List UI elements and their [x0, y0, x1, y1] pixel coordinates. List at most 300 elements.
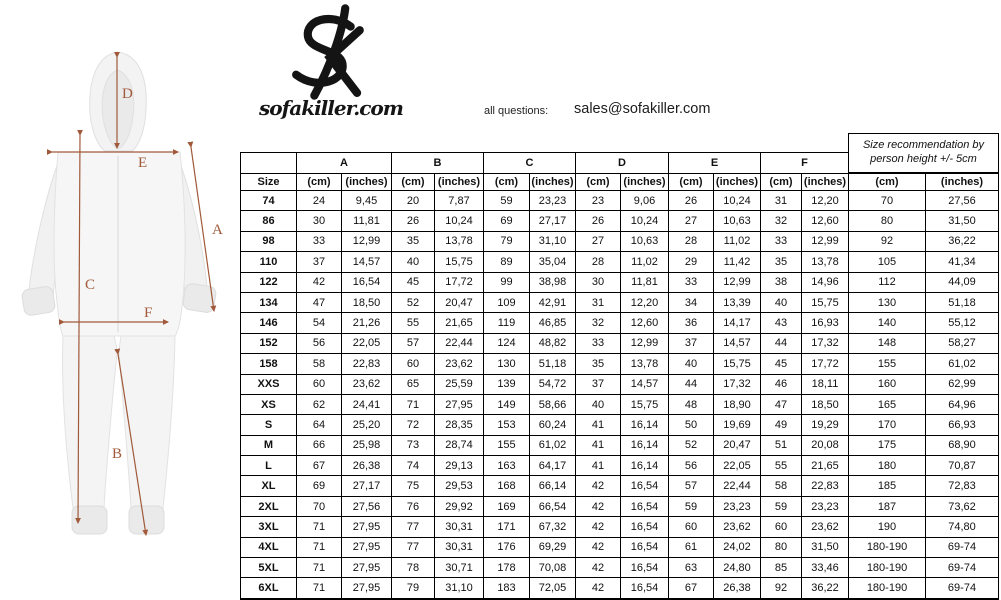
value-cell: 24,41 — [342, 394, 392, 414]
value-cell: 32 — [576, 313, 621, 333]
value-cell: 29,53 — [435, 476, 484, 496]
value-cell: 22,05 — [714, 456, 761, 476]
value-cell: 45 — [761, 354, 802, 374]
value-cell: 38,98 — [530, 272, 576, 292]
value-cell: 51,18 — [530, 354, 576, 374]
value-cell: 55,12 — [926, 313, 999, 333]
value-cell: 35 — [392, 231, 435, 251]
value-cell: 9,06 — [621, 191, 669, 211]
value-cell: 155 — [849, 354, 926, 374]
value-cell: 31,10 — [435, 578, 484, 599]
value-cell: 109 — [484, 292, 530, 312]
value-cell: 59 — [669, 496, 714, 516]
value-cell: 21,26 — [342, 313, 392, 333]
value-cell: 12,99 — [714, 272, 761, 292]
value-cell: 30,71 — [435, 558, 484, 578]
value-cell: 168 — [484, 476, 530, 496]
value-cell: 13,78 — [435, 231, 484, 251]
group-header-c: C — [484, 153, 576, 174]
table-row — [241, 476, 999, 496]
size-cell: 2XL — [241, 496, 297, 516]
value-cell: 28,35 — [435, 415, 484, 435]
value-cell: 42 — [297, 272, 342, 292]
value-cell: 51,18 — [926, 292, 999, 312]
value-cell: 27 — [576, 231, 621, 251]
value-cell: 23,62 — [802, 517, 849, 537]
value-cell: 29,13 — [435, 456, 484, 476]
value-cell: 40 — [576, 394, 621, 414]
value-cell: 42 — [576, 517, 621, 537]
measure-label-e: E — [138, 155, 148, 171]
value-cell: 180-190 — [849, 578, 926, 599]
recommendation-header-box — [848, 133, 999, 173]
value-cell: 22,83 — [342, 354, 392, 374]
value-cell: 169 — [484, 496, 530, 516]
value-cell: 22,44 — [714, 476, 761, 496]
unit-header-inches: (inches) — [802, 174, 849, 191]
value-cell: 12,99 — [621, 333, 669, 353]
value-cell: 22,05 — [342, 333, 392, 353]
value-cell: 15,75 — [621, 394, 669, 414]
unit-header-inches: (inches) — [621, 174, 669, 191]
value-cell: 30,31 — [435, 517, 484, 537]
value-cell: 16,54 — [621, 496, 669, 516]
size-cell: 110 — [241, 252, 297, 272]
value-cell: 56 — [669, 456, 714, 476]
value-cell: 27,95 — [342, 537, 392, 557]
value-cell: 69-74 — [926, 578, 999, 599]
table-row — [241, 272, 999, 292]
value-cell: 71 — [297, 537, 342, 557]
value-cell: 99 — [484, 272, 530, 292]
unit-header-inches: (inches) — [926, 174, 999, 191]
value-cell: 36,22 — [926, 231, 999, 251]
value-cell: 14,57 — [714, 333, 761, 353]
unit-header-inches: (inches) — [530, 174, 576, 191]
value-cell: 11,02 — [714, 231, 761, 251]
value-cell: 61 — [669, 537, 714, 557]
value-cell: 64 — [297, 415, 342, 435]
value-cell: 66,93 — [926, 415, 999, 435]
size-cell: S — [241, 415, 297, 435]
value-cell: 35 — [761, 252, 802, 272]
value-cell: 10,63 — [714, 211, 761, 231]
value-cell: 20,08 — [802, 435, 849, 455]
value-cell: 17,32 — [714, 374, 761, 394]
value-cell: 60 — [761, 517, 802, 537]
value-cell: 33,46 — [802, 558, 849, 578]
value-cell: 33 — [761, 231, 802, 251]
size-table-rows — [241, 191, 999, 599]
value-cell: 16,14 — [621, 435, 669, 455]
value-cell: 73,62 — [926, 496, 999, 516]
value-cell: 42,91 — [530, 292, 576, 312]
value-cell: 44,09 — [926, 272, 999, 292]
value-cell: 76 — [392, 496, 435, 516]
value-cell: 72,83 — [926, 476, 999, 496]
value-cell: 37 — [669, 333, 714, 353]
value-cell: 23,23 — [530, 191, 576, 211]
value-cell: 40 — [392, 252, 435, 272]
value-cell: 72,05 — [530, 578, 576, 599]
value-cell: 69 — [484, 211, 530, 231]
value-cell: 42 — [576, 476, 621, 496]
group-header-d: D — [576, 153, 669, 174]
size-cell: 152 — [241, 333, 297, 353]
table-row — [241, 558, 999, 578]
value-cell: 23,62 — [435, 354, 484, 374]
value-cell: 16,54 — [621, 517, 669, 537]
value-cell: 35,04 — [530, 252, 576, 272]
size-cell: XS — [241, 394, 297, 414]
unit-header-cm: (cm) — [761, 174, 802, 191]
value-cell: 36 — [669, 313, 714, 333]
value-cell: 37 — [576, 374, 621, 394]
value-cell: 61,02 — [926, 354, 999, 374]
value-cell: 31 — [761, 191, 802, 211]
measure-label-a: A — [212, 222, 223, 238]
value-cell: 175 — [849, 435, 926, 455]
value-cell: 13,78 — [621, 354, 669, 374]
value-cell: 37 — [297, 252, 342, 272]
value-cell: 26 — [576, 211, 621, 231]
size-cell: M — [241, 435, 297, 455]
value-cell: 59 — [484, 191, 530, 211]
table-row — [241, 456, 999, 476]
value-cell: 180-190 — [849, 537, 926, 557]
value-cell: 55 — [392, 313, 435, 333]
value-cell: 12,60 — [621, 313, 669, 333]
size-cell: 158 — [241, 354, 297, 374]
value-cell: 18,50 — [342, 292, 392, 312]
value-cell: 26 — [669, 191, 714, 211]
value-cell: 66 — [297, 435, 342, 455]
value-cell: 71 — [392, 394, 435, 414]
value-cell: 67 — [297, 456, 342, 476]
sofakiller-logo-icon — [275, 2, 390, 102]
value-cell: 67 — [669, 578, 714, 599]
size-cell: 4XL — [241, 537, 297, 557]
value-cell: 69-74 — [926, 558, 999, 578]
value-cell: 16,93 — [802, 313, 849, 333]
unit-header-cm: (cm) — [849, 174, 926, 191]
value-cell: 38 — [761, 272, 802, 292]
value-cell: 62,99 — [926, 374, 999, 394]
value-cell: 185 — [849, 476, 926, 496]
measure-label-f: F — [144, 305, 153, 321]
value-cell: 27,95 — [342, 578, 392, 599]
size-cell: 3XL — [241, 517, 297, 537]
value-cell: 69 — [297, 476, 342, 496]
value-cell: 33 — [669, 272, 714, 292]
value-cell: 28 — [669, 231, 714, 251]
value-cell: 41 — [576, 415, 621, 435]
value-cell: 18,90 — [714, 394, 761, 414]
value-cell: 28,74 — [435, 435, 484, 455]
value-cell: 70 — [849, 191, 926, 211]
value-cell: 41,34 — [926, 252, 999, 272]
value-cell: 42 — [576, 537, 621, 557]
wordmark-text: sofakiller.com — [259, 96, 403, 120]
units-header-row — [241, 174, 999, 191]
value-cell: 28 — [576, 252, 621, 272]
value-cell: 42 — [576, 578, 621, 599]
value-cell: 50 — [669, 415, 714, 435]
table-row — [241, 231, 999, 251]
group-header-e: E — [669, 153, 761, 174]
value-cell: 12,20 — [802, 191, 849, 211]
value-cell: 71 — [297, 558, 342, 578]
value-cell: 23,62 — [714, 517, 761, 537]
value-cell: 68,90 — [926, 435, 999, 455]
value-cell: 10,24 — [621, 211, 669, 231]
value-cell: 60 — [297, 374, 342, 394]
value-cell: 67,32 — [530, 517, 576, 537]
value-cell: 60 — [392, 354, 435, 374]
value-cell: 124 — [484, 333, 530, 353]
size-cell: 6XL — [241, 578, 297, 599]
value-cell: 24,80 — [714, 558, 761, 578]
value-cell: 92 — [761, 578, 802, 599]
value-cell: 17,72 — [802, 354, 849, 374]
value-cell: 61,02 — [530, 435, 576, 455]
size-cell: 98 — [241, 231, 297, 251]
value-cell: 79 — [392, 578, 435, 599]
value-cell: 11,02 — [621, 252, 669, 272]
table-row — [241, 415, 999, 435]
unit-header-cm: (cm) — [392, 174, 435, 191]
value-cell: 130 — [849, 292, 926, 312]
value-cell: 119 — [484, 313, 530, 333]
value-cell: 77 — [392, 537, 435, 557]
size-cell: XXS — [241, 374, 297, 394]
value-cell: 17,32 — [802, 333, 849, 353]
value-cell: 18,11 — [802, 374, 849, 394]
value-cell: 22,83 — [802, 476, 849, 496]
value-cell: 190 — [849, 517, 926, 537]
value-cell: 105 — [849, 252, 926, 272]
value-cell: 140 — [849, 313, 926, 333]
unit-header-inches: (inches) — [342, 174, 392, 191]
value-cell: 31,50 — [926, 211, 999, 231]
value-cell: 79 — [484, 231, 530, 251]
value-cell: 52 — [669, 435, 714, 455]
value-cell: 25,98 — [342, 435, 392, 455]
value-cell: 34 — [669, 292, 714, 312]
measure-label-b: B — [112, 446, 123, 462]
value-cell: 11,81 — [342, 211, 392, 231]
value-cell: 41 — [576, 456, 621, 476]
unit-header-cm: (cm) — [576, 174, 621, 191]
value-cell: 23,23 — [802, 496, 849, 516]
table-row — [241, 435, 999, 455]
size-table-container — [240, 139, 999, 600]
value-cell: 10,63 — [621, 231, 669, 251]
value-cell: 15,75 — [435, 252, 484, 272]
recommendation-header-cell — [849, 139, 999, 174]
value-cell: 27,95 — [342, 517, 392, 537]
value-cell: 19,69 — [714, 415, 761, 435]
value-cell: 15,75 — [802, 292, 849, 312]
value-cell: 42 — [576, 496, 621, 516]
value-cell: 40 — [761, 292, 802, 312]
value-cell: 10,24 — [714, 191, 761, 211]
value-cell: 160 — [849, 374, 926, 394]
value-cell: 27,17 — [342, 476, 392, 496]
value-cell: 21,65 — [802, 456, 849, 476]
value-cell: 13,78 — [802, 252, 849, 272]
unit-header-cm: (cm) — [297, 174, 342, 191]
value-cell: 66,54 — [530, 496, 576, 516]
table-row — [241, 252, 999, 272]
value-cell: 85 — [761, 558, 802, 578]
value-cell: 13,39 — [714, 292, 761, 312]
value-cell: 71 — [297, 578, 342, 599]
table-row — [241, 191, 999, 211]
value-cell: 57 — [392, 333, 435, 353]
value-cell: 72 — [392, 415, 435, 435]
table-row — [241, 374, 999, 394]
value-cell: 148 — [849, 333, 926, 353]
value-cell: 92 — [849, 231, 926, 251]
group-header-b: B — [392, 153, 484, 174]
table-row — [241, 354, 999, 374]
value-cell: 16,54 — [621, 578, 669, 599]
value-cell: 44 — [761, 333, 802, 353]
group-header-f: F — [761, 153, 849, 174]
value-cell: 27,95 — [342, 558, 392, 578]
value-cell: 80 — [849, 211, 926, 231]
value-cell: 180 — [849, 456, 926, 476]
size-cell: XL — [241, 476, 297, 496]
value-cell: 71 — [297, 517, 342, 537]
size-cell: 5XL — [241, 558, 297, 578]
value-cell: 19,29 — [802, 415, 849, 435]
value-cell: 12,99 — [802, 231, 849, 251]
value-cell: 46,85 — [530, 313, 576, 333]
value-cell: 20,47 — [435, 292, 484, 312]
value-cell: 78 — [392, 558, 435, 578]
value-cell: 63 — [669, 558, 714, 578]
value-cell: 11,42 — [714, 252, 761, 272]
value-cell: 75 — [392, 476, 435, 496]
value-cell: 54 — [297, 313, 342, 333]
value-cell: 130 — [484, 354, 530, 374]
value-cell: 27,95 — [435, 394, 484, 414]
value-cell: 58 — [761, 476, 802, 496]
value-cell: 58,66 — [530, 394, 576, 414]
value-cell: 49 — [761, 415, 802, 435]
questions-label: all questions: — [484, 105, 549, 117]
value-cell: 12,99 — [342, 231, 392, 251]
value-cell: 16,14 — [621, 415, 669, 435]
value-cell: 32 — [761, 211, 802, 231]
recommendation-line1: Size recommendation by — [862, 139, 985, 152]
value-cell: 31,10 — [530, 231, 576, 251]
value-cell: 48 — [669, 394, 714, 414]
value-cell: 52 — [392, 292, 435, 312]
unit-header-cm: (cm) — [484, 174, 530, 191]
value-cell: 12,60 — [802, 211, 849, 231]
value-cell: 41 — [576, 435, 621, 455]
size-table — [240, 139, 999, 600]
value-cell: 187 — [849, 496, 926, 516]
value-cell: 70,87 — [926, 456, 999, 476]
value-cell: 23,62 — [342, 374, 392, 394]
value-cell: 31,50 — [802, 537, 849, 557]
value-cell: 24 — [297, 191, 342, 211]
value-cell: 69,29 — [530, 537, 576, 557]
table-row — [241, 333, 999, 353]
value-cell: 26,38 — [714, 578, 761, 599]
value-cell: 74 — [392, 456, 435, 476]
value-cell: 35 — [576, 354, 621, 374]
value-cell: 178 — [484, 558, 530, 578]
value-cell: 20 — [392, 191, 435, 211]
value-cell: 31 — [576, 292, 621, 312]
value-cell: 45 — [392, 272, 435, 292]
value-cell: 14,17 — [714, 313, 761, 333]
value-cell: 56 — [297, 333, 342, 353]
value-cell: 10,24 — [435, 211, 484, 231]
value-cell: 170 — [849, 415, 926, 435]
value-cell: 171 — [484, 517, 530, 537]
value-cell: 22,44 — [435, 333, 484, 353]
value-cell: 80 — [761, 537, 802, 557]
value-cell: 26 — [392, 211, 435, 231]
value-cell: 47 — [297, 292, 342, 312]
value-cell: 57 — [669, 476, 714, 496]
value-cell: 18,50 — [802, 394, 849, 414]
value-cell: 66,14 — [530, 476, 576, 496]
contact-email: sales@sofakiller.com — [574, 101, 711, 117]
value-cell: 29,92 — [435, 496, 484, 516]
value-cell: 25,59 — [435, 374, 484, 394]
value-cell: 27,17 — [530, 211, 576, 231]
group-header-a: A — [297, 153, 392, 174]
size-column-header: Size — [241, 174, 297, 191]
value-cell: 55 — [761, 456, 802, 476]
value-cell: 64,96 — [926, 394, 999, 414]
value-cell: 14,96 — [802, 272, 849, 292]
unit-header-inches: (inches) — [714, 174, 761, 191]
value-cell: 21,65 — [435, 313, 484, 333]
measure-label-d: D — [122, 86, 133, 102]
value-cell: 33 — [297, 231, 342, 251]
table-row — [241, 517, 999, 537]
value-cell: 7,87 — [435, 191, 484, 211]
value-cell: 20,47 — [714, 435, 761, 455]
value-cell: 62 — [297, 394, 342, 414]
value-cell: 44 — [669, 374, 714, 394]
value-cell: 43 — [761, 313, 802, 333]
value-cell: 58,27 — [926, 333, 999, 353]
value-cell: 183 — [484, 578, 530, 599]
value-cell: 11,81 — [621, 272, 669, 292]
size-cell: 122 — [241, 272, 297, 292]
table-row — [241, 537, 999, 557]
value-cell: 70 — [297, 496, 342, 516]
value-cell: 60 — [669, 517, 714, 537]
size-cell: 134 — [241, 292, 297, 312]
unit-header-inches: (inches) — [435, 174, 484, 191]
table-row — [241, 313, 999, 333]
value-cell: 9,45 — [342, 191, 392, 211]
value-cell: 16,54 — [342, 272, 392, 292]
value-cell: 176 — [484, 537, 530, 557]
unit-header-cm: (cm) — [669, 174, 714, 191]
value-cell: 47 — [761, 394, 802, 414]
